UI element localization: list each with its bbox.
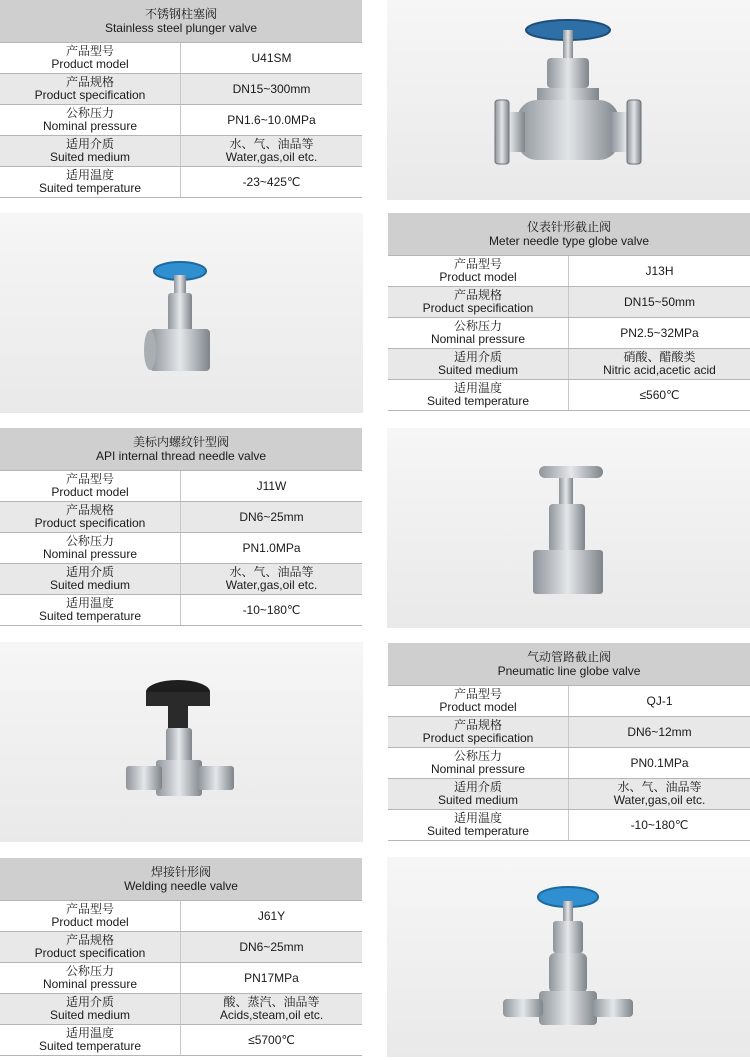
spec-value: DN6~12mm	[627, 724, 692, 739]
row-spec: 产品规格 Product specification DN6~12mm	[388, 716, 750, 747]
row-model: 产品型号 Product model J11W	[0, 470, 362, 501]
title-cn: 美标内螺纹针型阀	[132, 435, 229, 449]
title-cn: 气动管路截止阀	[526, 650, 611, 664]
row-spec: 产品规格 Product specification DN15~300mm	[0, 73, 362, 104]
model-value: QJ-1	[646, 693, 673, 708]
title-cn: 焊接针形阀	[150, 865, 211, 879]
product-title	[388, 213, 750, 255]
title-cn: 仪表针形截止阀	[526, 220, 611, 234]
spec-value: DN6~25mm	[239, 939, 304, 954]
row-pressure: 公称压力 Nominal pressure PN17MPa	[0, 962, 362, 993]
row-model: 产品型号 Product model QJ-1	[388, 685, 750, 716]
title-en: Welding needle valve	[124, 879, 238, 893]
row-medium: 适用介质 Suited medium 水、气、油品等 Water,gas,oil etc.	[388, 778, 750, 809]
temperature-value: -10~180℃	[242, 602, 301, 617]
spec-table-j11w	[0, 428, 362, 626]
row-pressure: 公称压力 Nominal pressure PN1.6~10.0MPa	[0, 104, 362, 135]
product-title	[0, 858, 362, 900]
model-value: U41SM	[251, 50, 292, 65]
spec-value: DN15~50mm	[623, 294, 696, 309]
row-temperature: 适用温度 Suited temperature -10~180℃	[388, 809, 750, 841]
product-photo-needle-globe-valve	[0, 213, 363, 413]
pressure-value: PN1.6~10.0MPa	[227, 112, 316, 127]
spec-value: DN15~300mm	[232, 81, 311, 96]
row-medium: 适用介质 Suited medium 硝酸、醋酸类 Nitric acid,acetic acid	[388, 348, 750, 379]
model-value: J11W	[256, 478, 287, 493]
title-en: Stainless steel plunger valve	[104, 21, 258, 35]
model-value: J61Y	[257, 908, 286, 923]
product-title	[0, 0, 362, 42]
title-en: Meter needle type globe valve	[488, 234, 650, 248]
product-photo-api-needle-valve	[387, 428, 750, 628]
title-en: Pneumatic line globe valve	[497, 664, 641, 678]
pressure-value: PN0.1MPa	[630, 755, 689, 770]
product-photo-pneumatic-valve	[0, 642, 363, 842]
row-model: 产品型号 Product model J13H	[388, 255, 750, 286]
spec-value: DN6~25mm	[239, 509, 304, 524]
spec-table-j61y	[0, 858, 362, 1056]
row-pressure: 公称压力 Nominal pressure PN0.1MPa	[388, 747, 750, 778]
product-title	[388, 643, 750, 685]
row-pressure: 公称压力 Nominal pressure PN1.0MPa	[0, 532, 362, 563]
temperature-value: ≤5700℃	[248, 1032, 295, 1047]
temperature-value: ≤560℃	[639, 387, 680, 402]
temperature-value: -10~180℃	[630, 817, 689, 832]
product-title	[0, 428, 362, 470]
row-spec: 产品规格 Product specification DN6~25mm	[0, 931, 362, 962]
row-temperature: 适用温度 Suited temperature -10~180℃	[0, 594, 362, 626]
product-photo-welding-needle-valve	[387, 857, 750, 1057]
product-photo-plunger-valve	[387, 0, 750, 200]
row-medium: 适用介质 Suited medium 酸、蒸汽、油品等 Acids,steam,oil etc.	[0, 993, 362, 1024]
medium-value: 硝酸、醋酸类 Nitric acid,acetic acid	[603, 350, 716, 377]
row-pressure: 公称压力 Nominal pressure PN2.5~32MPa	[388, 317, 750, 348]
medium-value: 水、气、油品等 Water,gas,oil etc.	[225, 137, 318, 164]
medium-value: 水、气、油品等 Water,gas,oil etc.	[613, 780, 706, 807]
row-temperature: 适用温度 Suited temperature ≤560℃	[388, 379, 750, 411]
row-spec: 产品规格 Product specification DN6~25mm	[0, 501, 362, 532]
medium-value: 酸、蒸汽、油品等 Acids,steam,oil etc.	[219, 995, 324, 1022]
pressure-value: PN1.0MPa	[242, 540, 301, 555]
pressure-value: PN17MPa	[244, 970, 299, 985]
row-medium: 适用介质 Suited medium 水、气、油品等 Water,gas,oil etc.	[0, 135, 362, 166]
row-medium: 适用介质 Suited medium 水、气、油品等 Water,gas,oil etc.	[0, 563, 362, 594]
pressure-value: PN2.5~32MPa	[620, 325, 699, 340]
row-model: 产品型号 Product model J61Y	[0, 900, 362, 931]
temperature-value: -23~425℃	[242, 174, 301, 189]
row-model: 产品型号 Product model U41SM	[0, 42, 362, 73]
title-en: API internal thread needle valve	[95, 449, 267, 463]
row-spec: 产品规格 Product specification DN15~50mm	[388, 286, 750, 317]
row-temperature: 适用温度 Suited temperature -23~425℃	[0, 166, 362, 198]
title-cn: 不锈钢柱塞阀	[144, 7, 217, 21]
medium-value: 水、气、油品等 Water,gas,oil etc.	[225, 565, 318, 592]
row-temperature: 适用温度 Suited temperature ≤5700℃	[0, 1024, 362, 1056]
spec-table-j13h	[388, 213, 750, 411]
spec-table-u41sm	[0, 0, 362, 198]
spec-table-qj-1	[388, 643, 750, 841]
model-value: J13H	[645, 263, 674, 278]
